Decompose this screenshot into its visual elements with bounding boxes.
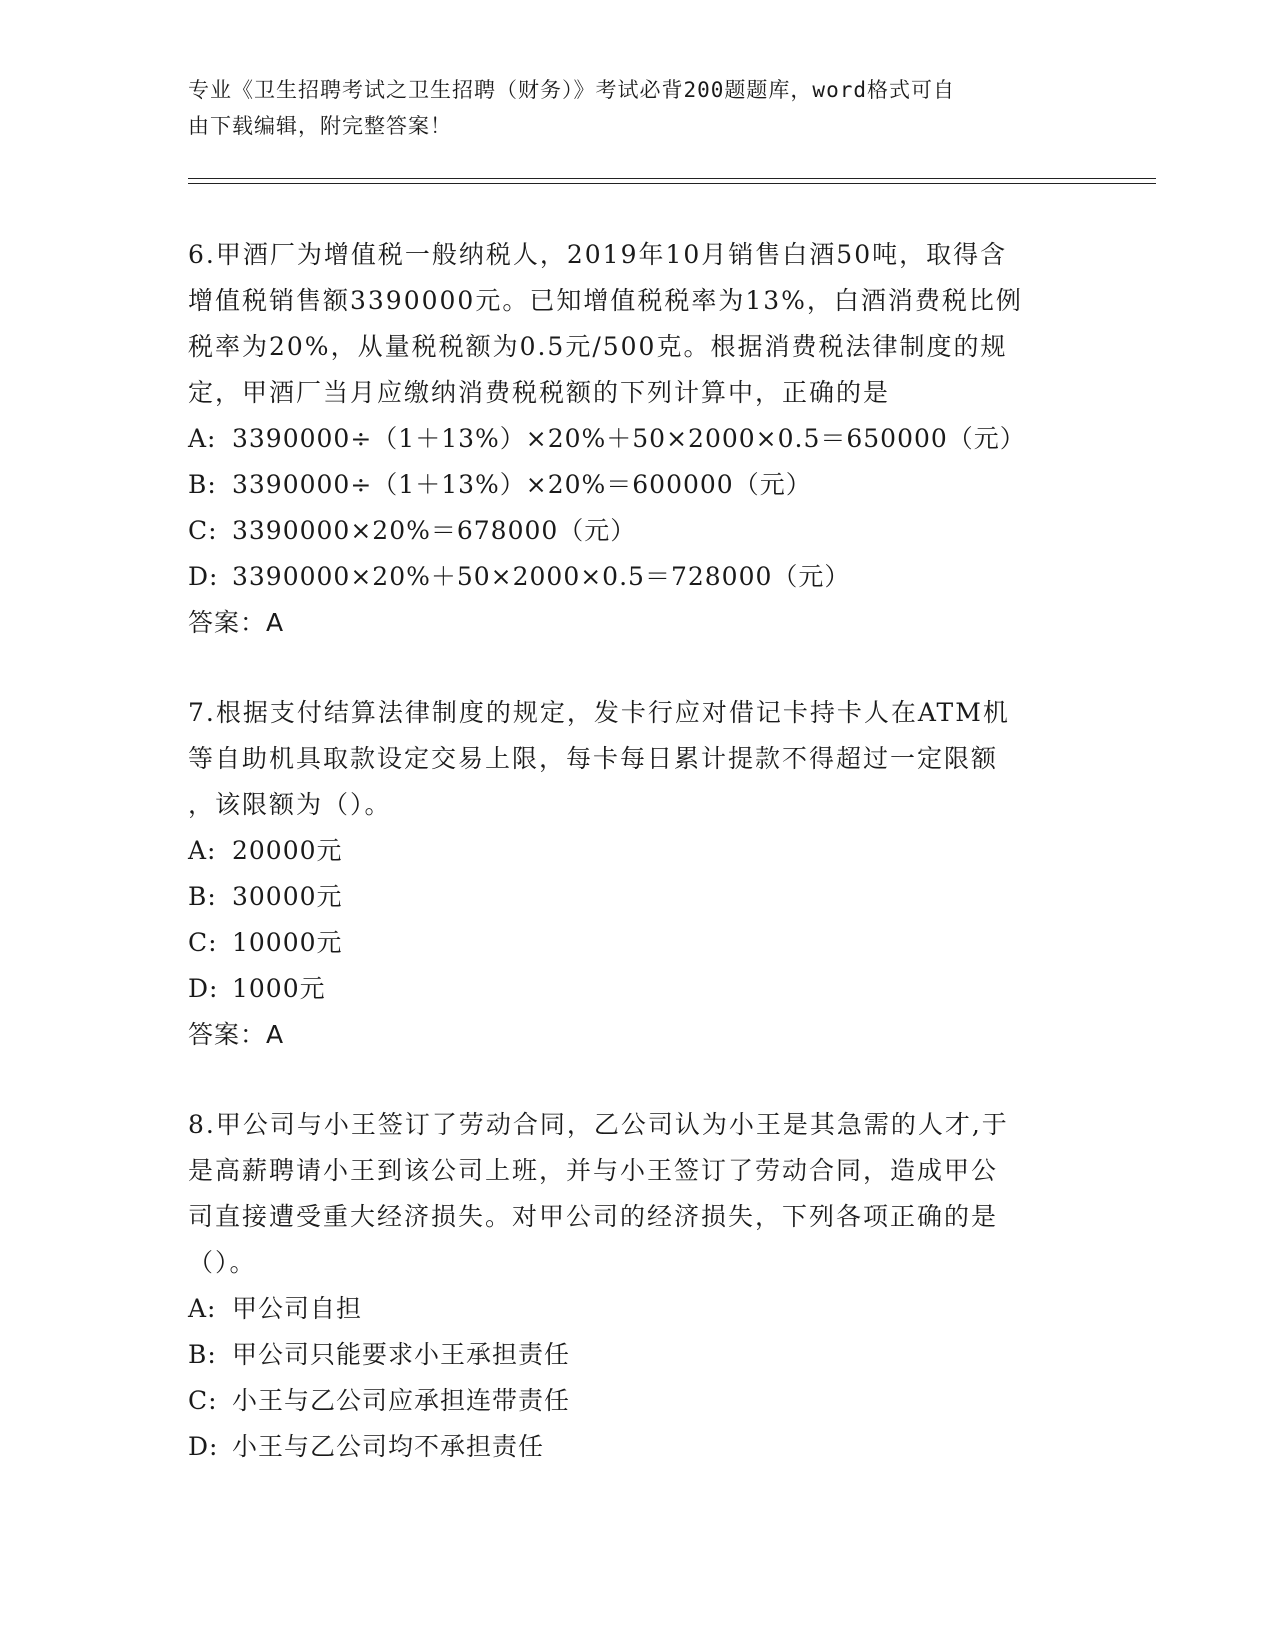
option-text: 小王与乙公司均不承担责任 xyxy=(232,1432,545,1461)
question-7 xyxy=(188,690,1088,1058)
option-letter: D: xyxy=(188,562,219,591)
header-divider-bottom xyxy=(188,183,1156,184)
option-text: 3390000×20%＝678000（元） xyxy=(232,516,637,545)
question-line: 根据支付结算法律制度的规定，发卡行应对借记卡持卡人在ATM机 xyxy=(215,698,1010,727)
document-header xyxy=(188,72,1068,144)
header-divider-top xyxy=(188,178,1156,179)
option-b xyxy=(188,1332,1088,1378)
question-number: 8. xyxy=(188,1110,216,1139)
question-line: 甲酒厂为增值税一般纳税人，2019年10月销售白酒50吨，取得含 xyxy=(215,240,1008,269)
option-text: 3390000×20%＋50×2000×0.5＝728000（元） xyxy=(232,562,851,591)
question-line: 定，甲酒厂当月应缴纳消费税税额的下列计算中，正确的是 xyxy=(188,378,891,407)
question-list xyxy=(188,232,1088,1514)
question-stem xyxy=(188,1102,1088,1286)
option-d xyxy=(188,966,1088,1012)
question-line: 甲公司与小王签订了劳动合同，乙公司认为小王是其急需的人才,于 xyxy=(215,1110,1009,1139)
option-b xyxy=(188,462,1088,508)
option-d xyxy=(188,554,1088,600)
question-number: 6. xyxy=(188,240,216,269)
option-letter: B: xyxy=(188,882,217,911)
option-letter: D: xyxy=(188,1432,219,1461)
option-c xyxy=(188,920,1088,966)
option-letter: B: xyxy=(188,470,217,499)
question-line: 等自助机具取款设定交易上限，每卡每日累计提款不得超过一定限额 xyxy=(188,744,999,773)
question-line: 是高薪聘请小王到该公司上班，并与小王签订了劳动合同，造成甲公 xyxy=(188,1156,999,1185)
option-letter: D: xyxy=(188,974,219,1003)
answer-line: 答案：A xyxy=(188,608,285,637)
option-letter: A: xyxy=(188,1294,217,1323)
option-letter: C: xyxy=(188,928,218,957)
answer-line: 答案：A xyxy=(188,1020,285,1049)
option-text: 甲公司只能要求小王承担责任 xyxy=(232,1340,571,1369)
option-text: 小王与乙公司应承担连带责任 xyxy=(232,1386,571,1415)
option-a xyxy=(188,828,1088,874)
question-line: 司直接遭受重大经济损失。对甲公司的经济损失，下列各项正确的是 xyxy=(188,1202,999,1231)
option-text: 3390000÷（1＋13%）×20%＋50×2000×0.5＝650000（元） xyxy=(232,424,1026,453)
option-letter: A: xyxy=(188,836,217,865)
question-number: 7. xyxy=(188,698,216,727)
option-letter: B: xyxy=(188,1340,217,1369)
option-a xyxy=(188,416,1088,462)
option-text: 1000元 xyxy=(232,974,326,1003)
option-text: 甲公司自担 xyxy=(232,1294,363,1323)
option-c xyxy=(188,508,1088,554)
header-line-2: 由下载编辑，附完整答案！ xyxy=(188,114,452,138)
question-6 xyxy=(188,232,1088,646)
option-b xyxy=(188,874,1088,920)
option-c xyxy=(188,1378,1088,1424)
question-line: ，该限额为（）。 xyxy=(188,790,392,819)
question-line: （）。 xyxy=(188,1248,257,1277)
question-line: 增值税销售额3390000元。已知增值税税率为13%，白酒消费税比例 xyxy=(188,286,1023,315)
question-8 xyxy=(188,1102,1088,1470)
option-a xyxy=(188,1286,1088,1332)
option-text: 30000元 xyxy=(232,882,343,911)
header-line-1: 专业《卫生招聘考试之卫生招聘（财务）》考试必背200题题库，word格式可自 xyxy=(188,78,955,102)
option-text: 3390000÷（1＋13%）×20%＝600000（元） xyxy=(232,470,812,499)
question-stem xyxy=(188,232,1088,416)
question-line: 税率为20%，从量税税额为0.5元/500克。根据消费税法律制度的规 xyxy=(188,332,1008,361)
option-d xyxy=(188,1424,1088,1470)
question-stem xyxy=(188,690,1088,828)
option-text: 10000元 xyxy=(232,928,343,957)
option-text: 20000元 xyxy=(232,836,343,865)
option-letter: C: xyxy=(188,516,218,545)
option-letter: C: xyxy=(188,1386,218,1415)
option-letter: A: xyxy=(188,424,217,453)
